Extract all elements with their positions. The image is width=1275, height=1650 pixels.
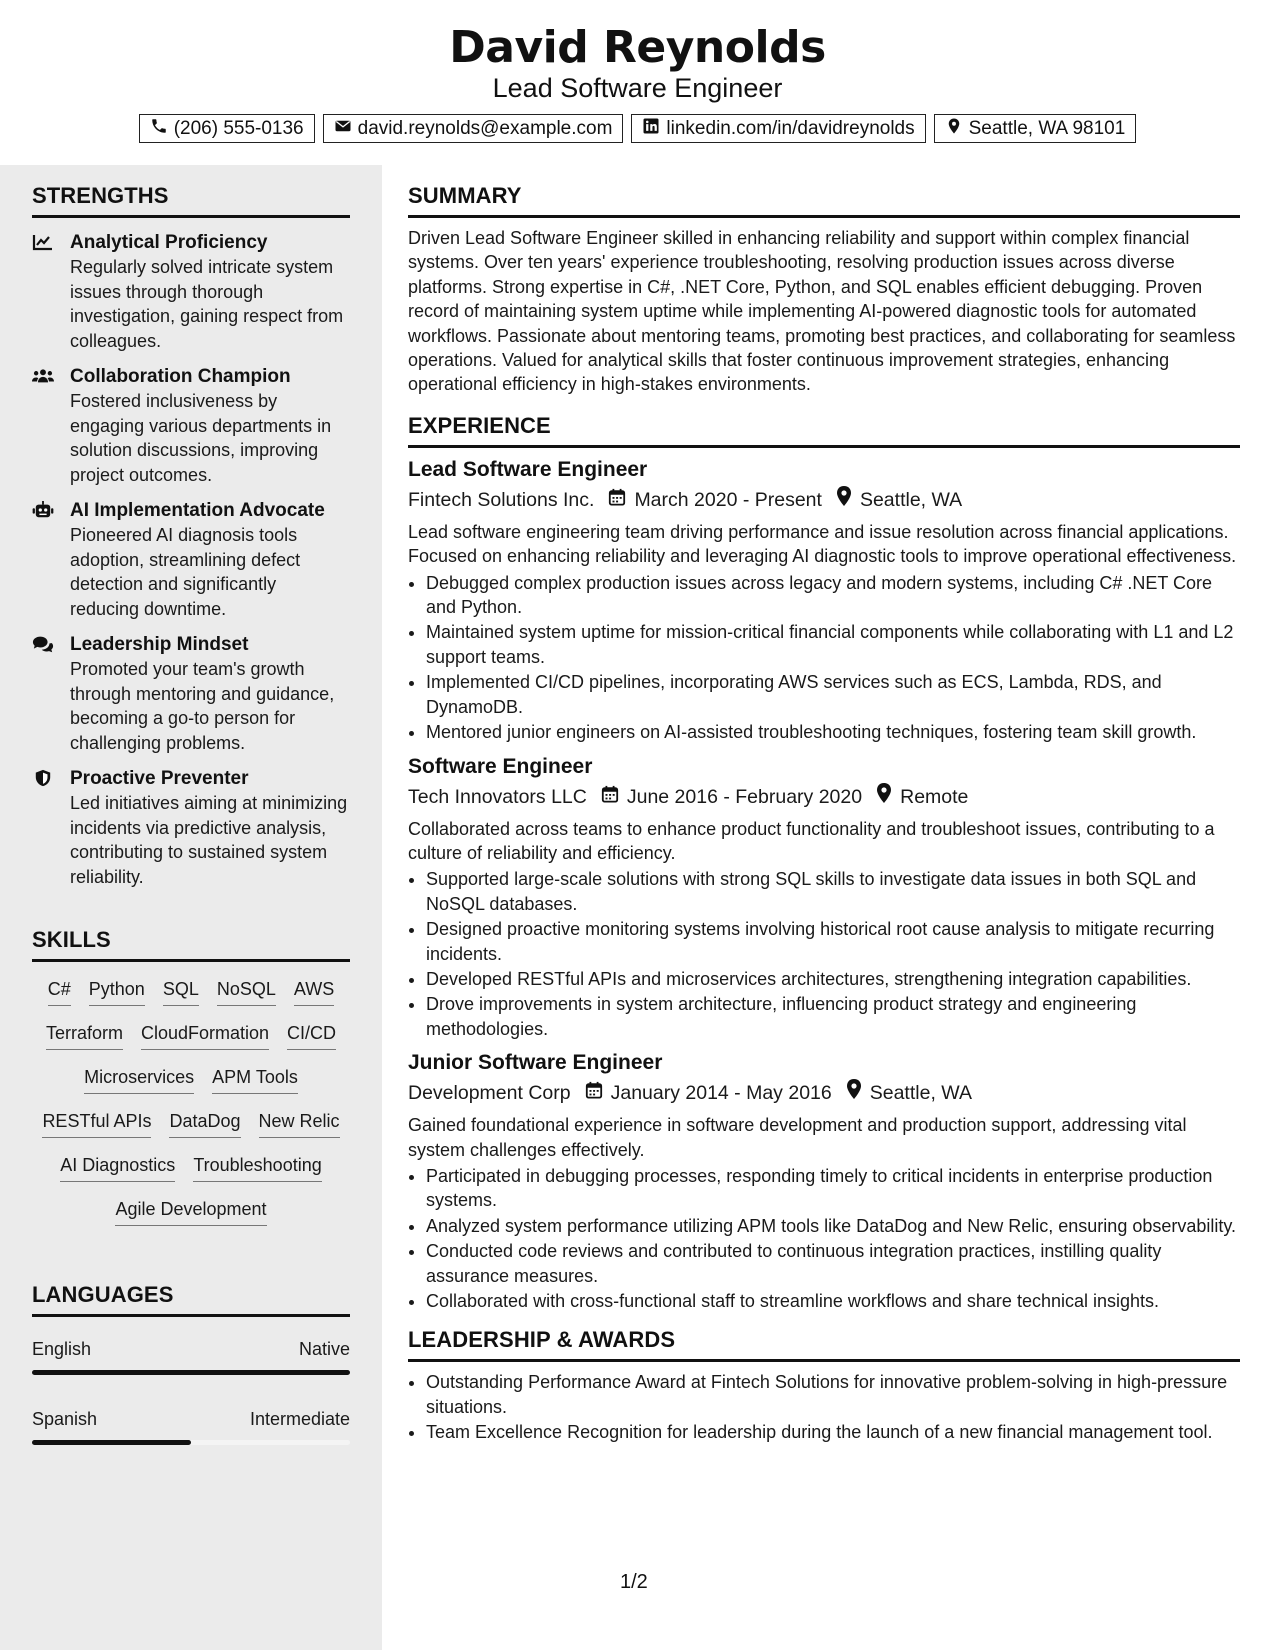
- robot-icon: [32, 499, 70, 621]
- language-bar-fill: [32, 1370, 350, 1375]
- skill-tag: CI/CD: [287, 1020, 336, 1050]
- language-item: [32, 1409, 350, 1445]
- job-bullet: • Developed RESTful APIs and microservices architectures, strengthening integration capabilities.: [426, 967, 1240, 991]
- strength-desc: Led initiatives aiming at minimizing incidents via predictive analysis, contributing to sustained system reliability.: [70, 793, 348, 887]
- language-name: Spanish: [32, 1409, 98, 1429]
- award-item: • Team Excellence Recognition for leadership during the launch of a new financial management tool.: [426, 1420, 1240, 1444]
- job-location: Seattle, WA: [869, 1082, 972, 1105]
- experience-heading: EXPERIENCE: [408, 413, 1240, 448]
- strength-desc: Promoted your team's growth through mentoring and guidance, becoming a go-to person for challenging problems.: [70, 659, 335, 753]
- job-dates: March 2020 - Present: [634, 488, 822, 511]
- envelope-icon: [334, 117, 352, 141]
- job-bullets: [408, 1164, 1240, 1313]
- job-title: Software Engineer: [408, 754, 593, 778]
- award-item: • Outstanding Performance Award at Fintech Solutions for innovative problem-solving in high-pressure situations.: [426, 1370, 1240, 1419]
- summary-text: Driven Lead Software Engineer skilled in enhancing reliability and support within complex financial systems. Over ten years' experience troubleshooting, resolving production issues across diverse platforms. Strong expertise in C#, .NET Core, Python, and SQL enables efficient debugging. Proven record of maintaining system uptime while implementing AI-powered diagnostic tools for automated workflows. Passionate about mentoring teams, promoting best practices, and collaborating for seamless operations. Valued for analytical skills that foster continuous improvement strategies, enhancing operational efficiency in high-stakes environments.: [408, 228, 1236, 395]
- strength-title: Collaboration Champion: [70, 366, 291, 387]
- job-dates: January 2014 - May 2016: [610, 1082, 832, 1105]
- awards-list: [408, 1370, 1240, 1444]
- job-entry: [408, 1049, 1240, 1313]
- skills-list: [32, 976, 350, 1226]
- awards-section: [408, 1327, 1240, 1444]
- calendar-icon: [587, 783, 627, 811]
- skill-tag: APM Tools: [212, 1064, 298, 1094]
- skills-section: [32, 927, 350, 1226]
- job-location: Seattle, WA: [859, 488, 963, 511]
- strength-desc: Pioneered AI diagnosis tools adoption, streamlining defect detection and significantly reducing downtime.: [70, 525, 301, 619]
- phone-text: (206) 555-0136: [173, 117, 304, 139]
- skills-heading: SKILLS: [32, 927, 350, 962]
- strength-desc: Fostered inclusiveness by engaging various departments in solution discussions, improving project outcomes.: [70, 391, 332, 485]
- strength-title: AI Implementation Advocate: [70, 500, 325, 521]
- skill-tag: AWS: [294, 976, 334, 1006]
- skill-tag: Agile Development: [115, 1196, 266, 1226]
- job-bullet: • Conducted code reviews and contributed to continuous integration practices, instilling quality assurance measures.: [426, 1239, 1240, 1288]
- job-title: Junior Software Engineer: [408, 1051, 663, 1075]
- skill-tag: Terraform: [46, 1020, 123, 1050]
- email-text: david.reynolds@example.com: [357, 117, 613, 139]
- experience-section: [408, 413, 1240, 1314]
- job-title: Lead Software Engineer: [408, 457, 648, 481]
- job-desc: Gained foundational experience in software development and production support, addressing vital system challenges effectively.: [408, 1115, 1187, 1160]
- job-bullet: • Mentored junior engineers on AI-assisted troubleshooting techniques, fostering team skill growth.: [426, 720, 1240, 744]
- skill-tag: Troubleshooting: [193, 1152, 321, 1182]
- strength-title: Leadership Mindset: [70, 634, 249, 655]
- linkedin-icon: [642, 117, 660, 141]
- main-content: [408, 183, 1240, 1446]
- job-desc: Collaborated across teams to enhance product functionality and troubleshoot issues, contributing to a culture of reliability and efficiency.: [408, 818, 1215, 863]
- shield-icon: [32, 767, 70, 889]
- job-bullet: • Debugged complex production issues across legacy and modern systems, including C# .NET Core and Python.: [426, 571, 1240, 620]
- job-bullet: • Implemented CI/CD pipelines, incorporating AWS services such as ECS, Lambda, RDS, and DynamoDB.: [426, 670, 1240, 719]
- strength-item: [32, 365, 350, 487]
- language-level: Intermediate: [249, 1409, 350, 1429]
- skill-tag: Microservices: [84, 1064, 194, 1094]
- language-level: Native: [298, 1339, 350, 1359]
- job-entry: [408, 753, 1240, 1042]
- chart-line-icon: [32, 231, 70, 353]
- awards-heading: LEADERSHIP & AWARDS: [408, 1327, 1240, 1362]
- strength-item: [32, 499, 350, 621]
- location-text: Seattle, WA 98101: [968, 117, 1126, 139]
- resume-header: [0, 0, 1275, 165]
- skill-tag: C#: [48, 976, 71, 1006]
- map-pin-icon: [862, 783, 900, 811]
- page-number: 1/2: [620, 1571, 648, 1593]
- contact-linkedin[interactable]: [631, 114, 925, 143]
- skill-tag: NoSQL: [217, 976, 276, 1006]
- languages-section: [32, 1282, 350, 1445]
- job-desc: Lead software engineering team driving performance and issue resolution across financial applications. Focused on enhancing reliability and leveraging AI diagnostic tools to improve operational effectiveness.: [408, 521, 1237, 567]
- job-bullets: [408, 571, 1240, 745]
- map-pin-icon: [945, 117, 963, 141]
- phone-icon: [150, 117, 168, 141]
- strengths-section: [32, 183, 350, 889]
- strengths-heading: STRENGTHS: [32, 183, 350, 218]
- job-bullet: • Analyzed system performance utilizing APM tools like DataDog and New Relic, ensuring observability.: [426, 1214, 1240, 1238]
- skill-tag: CloudFormation: [141, 1020, 269, 1050]
- users-icon: [32, 365, 70, 487]
- job-bullet: • Maintained system uptime for mission-critical financial components while collaborating with L1 and L2 support teams.: [426, 620, 1240, 669]
- skill-tag: SQL: [163, 976, 199, 1006]
- job-bullet: • Supported large-scale solutions with strong SQL skills to investigate data issues in both SQL and NoSQL databases.: [426, 867, 1240, 916]
- linkedin-text: linkedin.com/in/davidreynolds: [666, 117, 915, 139]
- job-bullet: • Drove improvements in system architecture, influencing product strategy and engineering methodologies.: [426, 992, 1240, 1041]
- job-company: Fintech Solutions Inc.: [408, 488, 595, 511]
- job-bullets: [408, 867, 1240, 1041]
- language-name: English: [32, 1339, 92, 1359]
- job-bullet: • Collaborated with cross-functional staff to streamline workflows and share technical insights.: [426, 1289, 1240, 1313]
- summary-section: [408, 183, 1240, 397]
- contact-location: [934, 114, 1137, 143]
- summary-heading: SUMMARY: [408, 183, 1240, 218]
- language-item: [32, 1339, 350, 1375]
- strength-desc: Regularly solved intricate system issues through thorough investigation, gaining respect from colleagues.: [70, 257, 344, 351]
- contact-bar: [0, 114, 1275, 143]
- strength-item: [32, 767, 350, 889]
- strength-item: [32, 231, 350, 353]
- skill-tag: Python: [89, 976, 145, 1006]
- job-location: Remote: [900, 785, 969, 808]
- map-pin-icon: [822, 486, 860, 514]
- job-company: Tech Innovators LLC: [408, 785, 587, 808]
- job-entry: [408, 456, 1240, 745]
- strength-title: Analytical Proficiency: [70, 232, 268, 253]
- contact-phone[interactable]: [139, 114, 315, 143]
- chat-bubbles-icon: [32, 633, 70, 755]
- skill-tag: DataDog: [169, 1108, 240, 1138]
- sidebar: [0, 165, 382, 1650]
- language-bar-fill: [32, 1440, 191, 1445]
- language-bar: [32, 1370, 350, 1375]
- strength-item: [32, 633, 350, 755]
- candidate-title: Lead Software Engineer: [492, 73, 783, 103]
- contact-email[interactable]: [323, 114, 624, 143]
- candidate-name: David Reynolds: [449, 22, 826, 73]
- skill-tag: RESTful APIs: [42, 1108, 151, 1138]
- strength-title: Proactive Preventer: [70, 768, 249, 789]
- map-pin-icon: [832, 1079, 870, 1107]
- job-bullet: • Designed proactive monitoring systems involving historical root cause analysis to mitigate recurring incidents.: [426, 917, 1240, 966]
- languages-heading: LANGUAGES: [32, 1282, 350, 1317]
- skill-tag: AI Diagnostics: [60, 1152, 175, 1182]
- calendar-icon: [594, 486, 634, 514]
- job-company: Development Corp: [408, 1082, 571, 1105]
- skill-tag: New Relic: [259, 1108, 340, 1138]
- calendar-icon: [571, 1079, 611, 1107]
- job-bullet: • Participated in debugging processes, responding timely to critical incidents in enterprise production systems.: [426, 1164, 1240, 1213]
- language-bar: [32, 1440, 350, 1445]
- job-dates: June 2016 - February 2020: [626, 785, 863, 808]
